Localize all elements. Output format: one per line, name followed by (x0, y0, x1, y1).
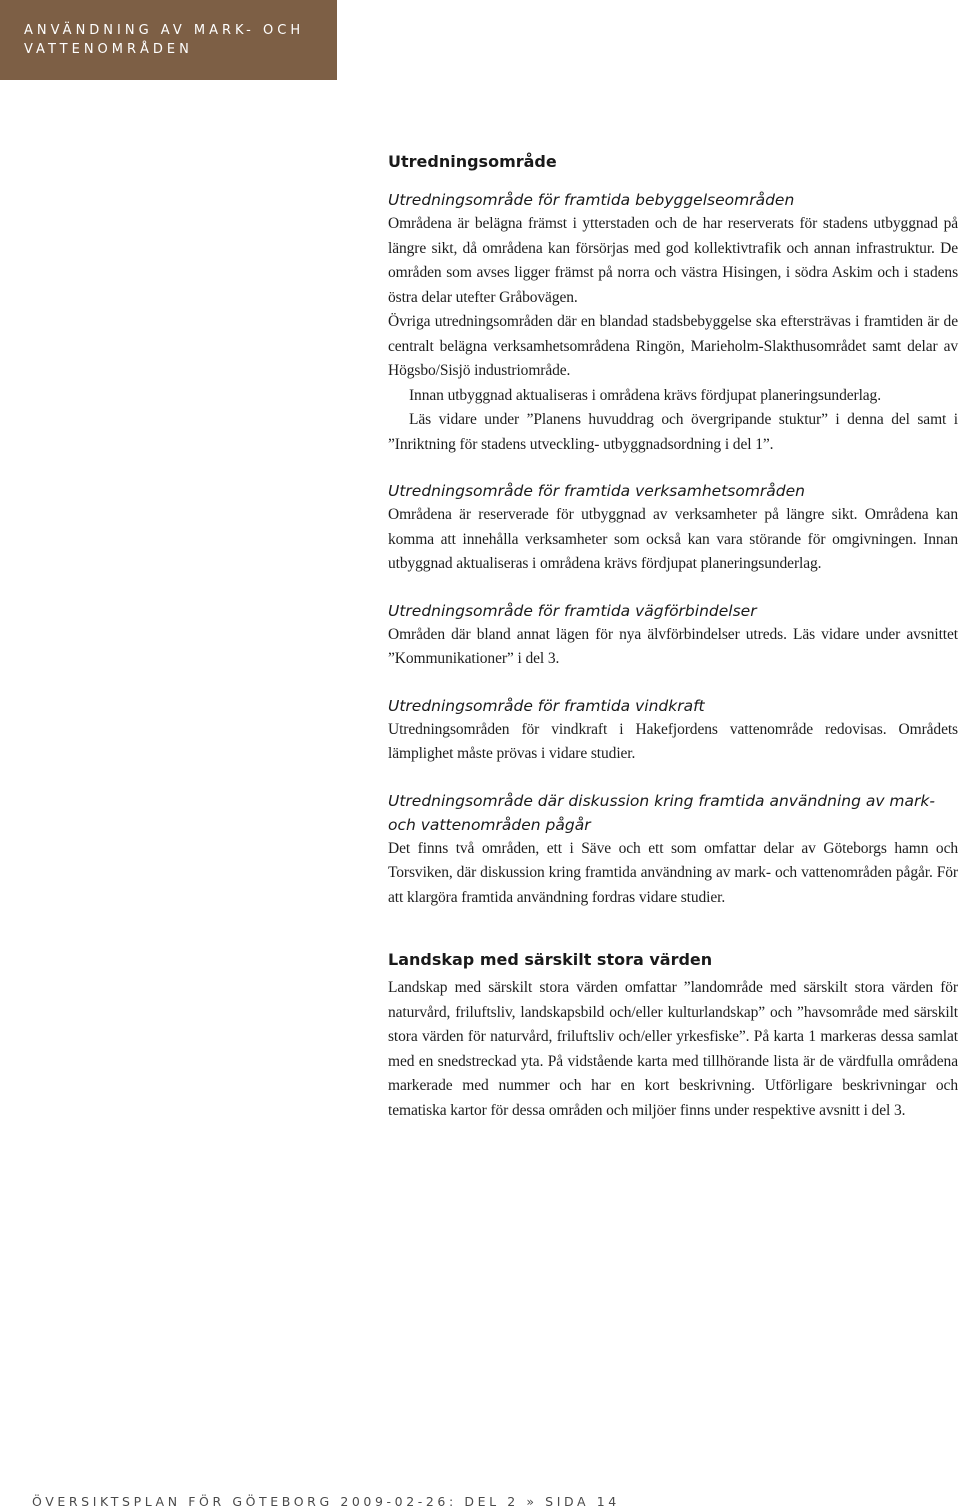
section-heading: Utredningsområde där diskussion kring framtida användning av mark- och vattenområden pågår (388, 791, 935, 834)
section-heading: Utredningsområde för framtida vägförbindelser (388, 601, 757, 620)
section-heading: Utredningsområde för framtida bebyggelseområden (388, 191, 795, 209)
paragraph: Det finns två områden, ett i Säve och ett som omfattar delar av Göteborgs hamn och Torsviken, där diskussion kring framtida användning av mark- och vattenområden pågår. För att klargöra framtida användning fordras vidare studier. (388, 839, 958, 906)
section-diskussion (388, 789, 958, 911)
section-heading: Utredningsområde för framtida verksamhetsområden (388, 482, 806, 500)
paragraph: Läs vidare under ”Planens huvuddrag och övergripande stuktur” i denna del samt i ”Inriktning för stadens utveckling- utbyggnadsordning i del 1”. (388, 411, 958, 453)
paragraph: Övriga utredningsområden där en blandad stadsbebyggelse ska eftersträvas i framtiden är de centralt belägna verksamhetsområdena Ringön, Marieholm-Slakthusområdet samt delar av Högsbo/Sisjö industriområde. (388, 313, 958, 379)
paragraph: Områden där bland annat lägen för nya älvförbindelser utreds. Läs vidare under avsnittet ”Kommunikationer” i del 3. (388, 625, 958, 667)
page-footer: ÖVERSIKTSPLAN FÖR GÖTEBORG 2009-02-26: DEL 2 » SIDA 14 (32, 1494, 620, 1509)
paragraph: Områdena är belägna främst i ytterstaden och de har reserverats för stadens utbyggnad på längre sikt, då områdena kan försörjas med god kollektivtrafik och annan infrastruktur. De områden som avses ligger främst på norra och västra Hisingen, i södra Askim och i stadens östra delar utefter Gråbovägen. (388, 215, 958, 306)
section-verksamhet (388, 479, 958, 577)
section-title: Landskap med särskilt stora värden (388, 950, 713, 969)
paragraph: Utredningsområden för vindkraft i Hakefjordens vattenområde redovisas. Områdets lämplighet måste prövas i vidare studier. (388, 720, 958, 762)
section-heading: Utredningsområde för framtida vindkraft (388, 696, 705, 715)
section-landskap (388, 948, 958, 1123)
chapter-header (0, 0, 337, 80)
paragraph: Landskap med särskilt stora värden omfattar ”landområde med särskilt stora värden för naturvård, friluftsliv, landskapsbild och/eller kulturlandskap” och ”havsområde med särskilt stora värden för naturvård, friluftsliv och/eller yrkesfiske”. På karta 1 markeras dessa samlat med en snedstreckad yta. På vidstående karta med tillhörande lista är de värdfulla områdena markerade med nummer och har en kort beskrivning. Utförligare beskrivningar och tematiska kartor för dessa områden och miljöer finns under respektive avsnitt i del 3. (388, 979, 958, 1119)
chapter-title-line2: VATTENOMRÅDEN (24, 42, 193, 57)
section-vindkraft (388, 694, 958, 767)
paragraph: Områdena är reserverade för utbyggnad av verksamheter på längre sikt. Områdena kan komma att innehålla verksamheter som också kan vara störande för omgivningen. Innan utbyggnad aktualiseras i områdena krävs fördjupat planeringsunderlag. (388, 506, 958, 572)
page-title: Utredningsområde (388, 152, 557, 171)
main-content (388, 150, 958, 1123)
paragraph: Innan utbyggnad aktualiseras i områdena krävs fördjupat planeringsunderlag. (409, 386, 881, 404)
chapter-title-line1: ANVÄNDNING AV MARK- OCH (24, 23, 305, 38)
section-vagforbindelser (388, 599, 958, 672)
section-bebyggelse (388, 188, 958, 457)
